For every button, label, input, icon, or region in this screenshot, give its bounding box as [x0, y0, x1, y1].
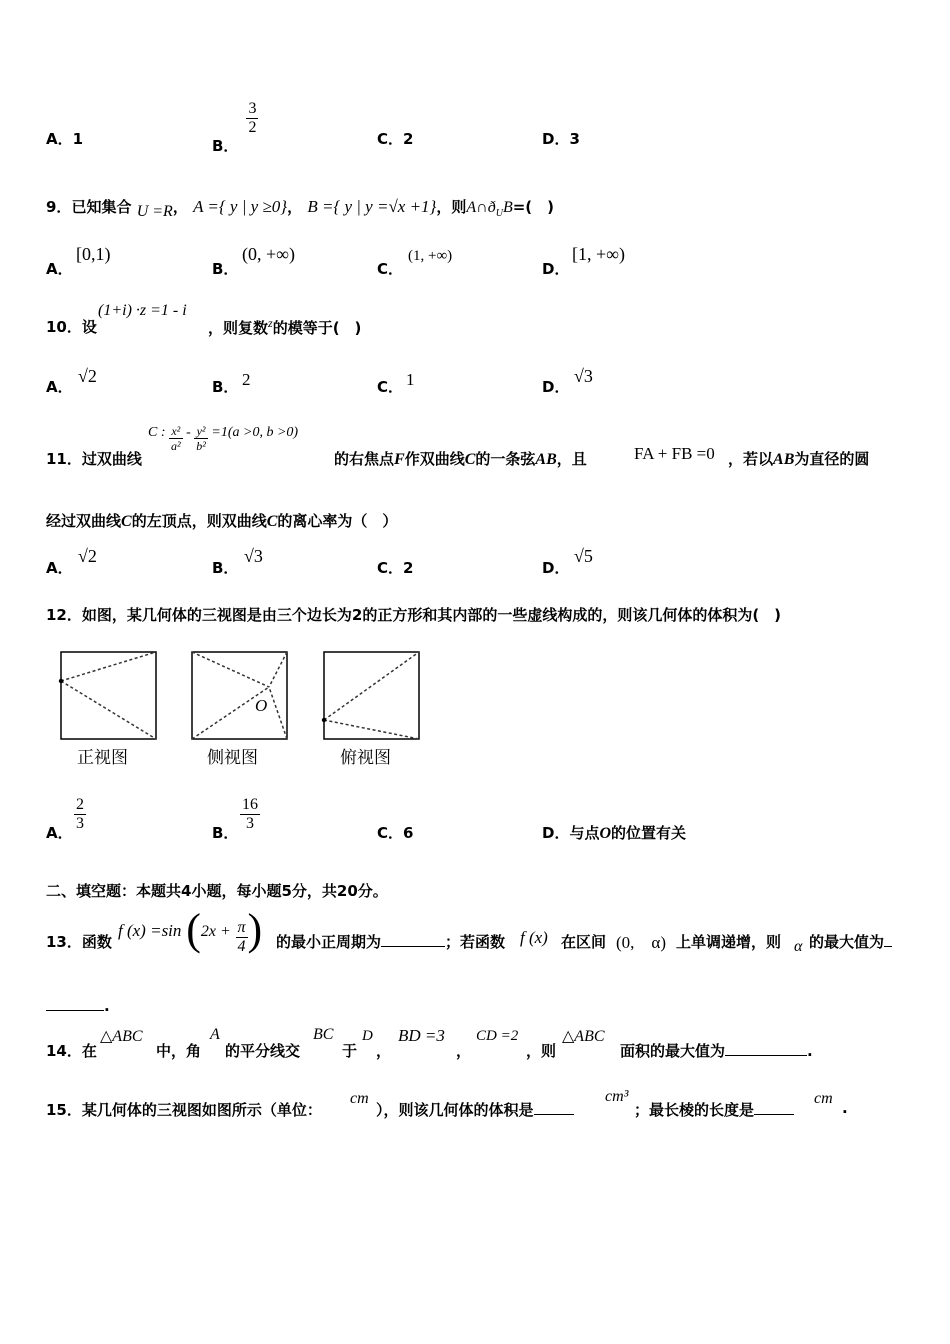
front-view — [59, 652, 156, 739]
q10-stem-2: ，则复数$^z$的模等于( ) — [208, 316, 362, 337]
q14-triangle-1: △ABC — [100, 1028, 143, 1045]
q9-option-d-value: [1, +∞) — [572, 244, 625, 264]
q8-option-c: C．2 — [377, 130, 414, 148]
q8-fraction: $\frac{3}{2}$ — [248, 100, 257, 136]
top-view-caption: 俯视图 — [340, 748, 391, 768]
q15-stem-2: ），则该几何体的体积是 — [376, 1099, 574, 1120]
q14-comma-2: ， — [456, 1042, 472, 1060]
q11-option-b-value: √3 — [244, 546, 263, 566]
q15-stem-3: ；最长棱的长度是 — [634, 1099, 794, 1120]
q12-stem: 12．如图，某几何体的三视图是由三个边长为2的正方形和其内部的一些虚线构成的，则该几何体的体积为( ) — [46, 606, 782, 624]
q14-stem-6: 面积的最大值为 . — [620, 1042, 813, 1060]
q13-stem-3: 在区间 — [561, 933, 607, 951]
q13-blank-2b-line: . — [46, 996, 110, 1015]
q10-option-a: A． — [46, 378, 73, 396]
q14-stem-5: ，则 — [526, 1042, 557, 1060]
q13-stem-5: 的最大值为 — [809, 931, 892, 952]
q15-unit-cm-1: cm — [350, 1090, 369, 1107]
q9-option-b-value: (0, +∞) — [242, 244, 295, 264]
q9-option-d: D． — [542, 260, 570, 278]
q12-option-b: B． — [212, 824, 239, 842]
q14-segment-bc: BC — [313, 1026, 334, 1043]
q11-stem-line2: 经过双曲线C的左顶点，则双曲线C的离心率为（ ） — [46, 512, 398, 530]
q14-triangle-2: △ABC — [562, 1028, 605, 1045]
q13-interval: (0, α) — [616, 933, 666, 952]
q11-option-d-value: √5 — [574, 546, 593, 566]
q13-blank-2b[interactable] — [46, 996, 104, 1011]
q11-vector-expression: FA + FB =0 — [634, 444, 715, 463]
q14-point-d: D — [362, 1028, 373, 1044]
q14-stem-3: 的平分线交 — [225, 1042, 301, 1060]
q14-blank[interactable] — [725, 1041, 807, 1056]
q14-bd-expression: BD =3 — [398, 1026, 445, 1045]
q8-option-d: D．3 — [542, 130, 580, 148]
q11-hyperbola-equation: C : $\frac{\text{x²}}{\text{a²}}$ - $\frac{\text{y²}}{\text{b²}}$ =1(a >0, b >0) — [148, 424, 299, 453]
top-view — [322, 652, 419, 739]
q15-unit-cm-2: cm — [814, 1090, 833, 1107]
q8-option-a: A．1 — [46, 130, 84, 148]
q9-option-a-value: [0,1) — [76, 244, 111, 264]
q12-option-b-value: $\frac{16}{3}$ — [242, 796, 258, 832]
q12-option-c: C．6 — [377, 824, 414, 842]
q11-stem-2: 的右焦点F作双曲线C的一条弦AB，且 — [334, 450, 587, 468]
q8-option-b: B． $\frac{3}{2}$ — [212, 100, 257, 155]
q10-option-b-value: 2 — [242, 370, 251, 389]
q14-stem-2: 中，角 — [156, 1042, 202, 1060]
q9-option-b: B． — [212, 260, 239, 278]
point-o-label: O — [255, 696, 268, 715]
q12-option-d: D．与点O的位置有关 — [542, 824, 687, 842]
q15-stem: 15．某几何体的三视图如图所示（单位： — [46, 1101, 322, 1119]
q12-option-a: A． — [46, 824, 73, 842]
q14-stem: 14．在 — [46, 1042, 97, 1060]
q13-function-f2: f (x) — [520, 928, 548, 947]
q11-option-b: B． — [212, 559, 239, 577]
q14-angle-a: A — [210, 1026, 220, 1043]
q14-comma-1: ， — [376, 1042, 392, 1060]
q10-option-c: C． — [377, 378, 404, 396]
q14-stem-4: 于 — [342, 1042, 358, 1060]
side-view-caption: 侧视图 — [207, 748, 258, 768]
q10-option-d-value: √3 — [574, 366, 593, 386]
q11-option-a-value: √2 — [78, 546, 97, 566]
q11-stem-3: ，若以AB为直径的圆 — [728, 450, 870, 468]
q13-blank-2a[interactable] — [884, 932, 892, 947]
q10-option-a-value: √2 — [78, 366, 97, 386]
q10-stem: 10．设 — [46, 318, 97, 336]
q12-option-a-value: $\frac{2}{3}$ — [76, 796, 84, 832]
q14-cd-expression: CD =2 — [476, 1028, 519, 1044]
q15-blank-length[interactable] — [754, 1100, 794, 1115]
front-view-caption: 正视图 — [77, 748, 128, 768]
q15-unit-cm3: cm³ — [605, 1088, 629, 1105]
q13-blank-1[interactable] — [381, 932, 445, 947]
q13-alpha: α — [794, 938, 803, 955]
q11-option-d: D． — [542, 559, 570, 577]
q9-option-c-value: (1, +∞) — [408, 248, 453, 264]
three-views-figure — [55, 645, 435, 775]
q13-stem-2: 的最小正周期为 ；若函数 — [276, 933, 506, 951]
q13-stem: 13．函数 — [46, 933, 112, 951]
q10-option-b: B． — [212, 378, 239, 396]
q9-option-a: A． — [46, 260, 73, 278]
q11-stem: 11．过双曲线 — [46, 450, 142, 468]
section-2-title: 二、填空题：本题共4小题，每小题5分，共20分。 — [46, 882, 388, 900]
q15-tail: . — [842, 1099, 848, 1117]
q9-option-c: C． — [377, 260, 404, 278]
q10-option-c-value: 1 — [406, 370, 415, 389]
side-view — [192, 652, 287, 739]
q10-expression: (1+i) ·z =1 - i — [98, 302, 187, 319]
q9-stem: 9．已知集合 U =R， A ={ y | y ≥0}， B ={ y | y =√x +1}，则$A\cap ð_UB=$( ) — [46, 197, 554, 220]
q13-stem-4: 上单调递增，则 — [676, 933, 782, 951]
q11-option-a: A． — [46, 559, 73, 577]
q15-blank-volume[interactable] — [534, 1100, 574, 1115]
q13-function-expression: f (x) =sin (2x + $\frac{\pi}{4}$ ) — [118, 905, 263, 955]
q10-option-d: D． — [542, 378, 570, 396]
q11-option-c: C．2 — [377, 559, 414, 577]
